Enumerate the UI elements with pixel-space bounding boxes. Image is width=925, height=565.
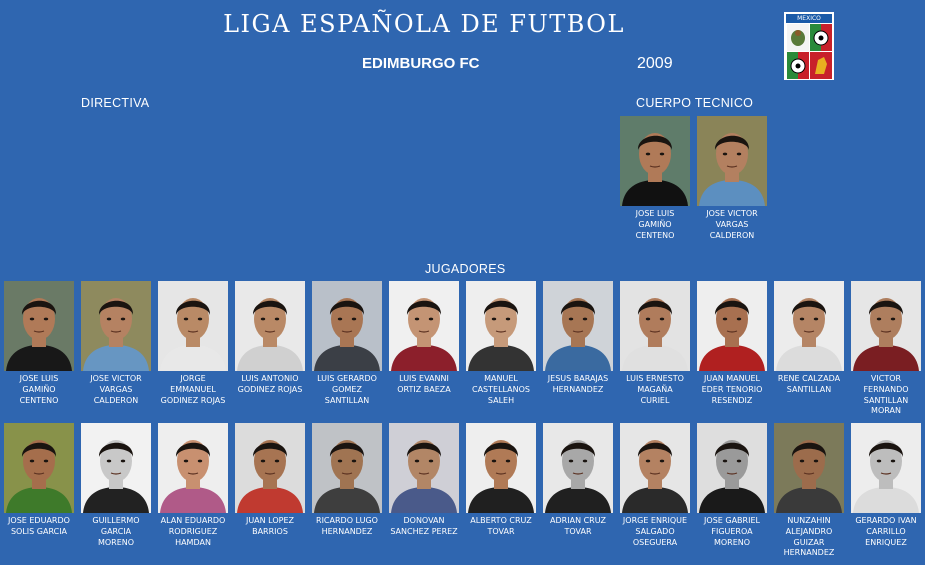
person-name xyxy=(229,516,311,538)
person-name xyxy=(152,516,234,548)
person-name-line: JUAN MANUEL xyxy=(704,374,760,383)
league-title: LIGA ESPAÑOLA DE FUTBOL xyxy=(223,10,625,38)
person-name-line: RODRIGUEZ xyxy=(168,526,218,536)
person-name-line: RICARDO LUGO xyxy=(316,516,378,525)
person-name-line: HERNANDEZ xyxy=(552,384,604,394)
person-name-line: SALEH xyxy=(487,395,515,405)
person-name xyxy=(845,516,925,548)
person-photo xyxy=(81,423,151,513)
person-name-line: SANTILLAN xyxy=(324,395,370,405)
person-name-line: RENE CALZADA xyxy=(777,374,841,383)
person-name-line: JUAN LOPEZ xyxy=(245,516,295,525)
person-name xyxy=(768,516,850,559)
person-name-line: GARCIA xyxy=(100,526,132,536)
person-name-line: CALDERON xyxy=(93,395,139,405)
crest-eagle-quadrant xyxy=(787,24,809,51)
person-photo xyxy=(774,281,844,371)
person-name-line: GODINEZ ROJAS xyxy=(160,395,226,405)
person-photo xyxy=(312,281,382,371)
season-year: 2009 xyxy=(637,55,673,72)
person-name-line: ALEJANDRO xyxy=(785,526,833,536)
person-name xyxy=(614,374,696,406)
person-name-line: BARRIOS xyxy=(252,526,288,536)
person-name-line: SALGADO xyxy=(635,526,675,536)
person-name-line: CASTELLANOS xyxy=(471,384,530,394)
person-name-line: MORENO xyxy=(713,537,751,547)
person-photo xyxy=(235,423,305,513)
person-name-line: SOLIS GARCIA xyxy=(10,526,68,536)
crest-ball-quadrant-2 xyxy=(787,52,809,79)
person-photo xyxy=(158,281,228,371)
person-name xyxy=(306,516,388,538)
person-name-line: LUIS ANTONIO xyxy=(241,374,299,383)
person-name-line: ALBERTO CRUZ xyxy=(470,516,532,525)
person-photo xyxy=(697,281,767,371)
person-photo xyxy=(543,423,613,513)
person-name-line: CURIEL xyxy=(640,395,670,405)
person-photo xyxy=(697,116,767,206)
person-name-line: SANTILLAN xyxy=(863,395,909,405)
person-name-line: GUIZAR xyxy=(793,537,825,547)
person-name xyxy=(537,516,619,538)
person-name-line: MORAN xyxy=(871,406,901,416)
person-name-line: TOVAR xyxy=(564,526,592,536)
person-name-line: LUIS ERNESTO xyxy=(626,374,684,383)
person-name-line: HERNANDEZ xyxy=(783,548,835,558)
person-name xyxy=(229,374,311,396)
person-photo xyxy=(312,423,382,513)
person-name-line: MORENO xyxy=(97,537,135,547)
person-name-line: VARGAS xyxy=(715,219,749,229)
person-photo xyxy=(697,423,767,513)
person-photo xyxy=(620,423,690,513)
person-name-line: FIGUEROA xyxy=(711,526,753,536)
person-name-line: NUNZAHIN xyxy=(787,516,831,525)
person-name-line: CARRILLO xyxy=(866,526,906,536)
person-name xyxy=(306,374,388,406)
person-photo xyxy=(235,281,305,371)
person-name xyxy=(460,516,542,538)
section-directiva: DIRECTIVA xyxy=(81,96,150,110)
person-name-line: ADRIAN CRUZ xyxy=(550,516,606,525)
person-name-line: EDER TENORIO xyxy=(701,384,763,394)
person-name-line: EMMANUEL xyxy=(170,384,216,394)
person-name-line: ORTIZ BAEZA xyxy=(397,384,451,394)
person-name xyxy=(0,516,80,538)
person-name-line: JOSE VICTOR xyxy=(706,209,758,218)
person-photo xyxy=(81,281,151,371)
person-name-line: RESENDIZ xyxy=(711,395,753,405)
person-name xyxy=(691,209,773,241)
person-photo xyxy=(466,281,536,371)
person-name xyxy=(0,374,80,406)
person-name xyxy=(383,374,465,396)
person-name xyxy=(537,374,619,396)
person-photo xyxy=(620,281,690,371)
person-name-line: OSEGUERA xyxy=(632,537,678,547)
person-name xyxy=(152,374,234,406)
crest-banner: MEXICO xyxy=(786,14,832,23)
person-name-line: MANUEL xyxy=(484,374,518,383)
person-name-line: CALDERON xyxy=(709,230,755,240)
section-cuerpo-tecnico: CUERPO TECNICO xyxy=(636,96,754,110)
person-name-line: VICTOR xyxy=(870,374,902,383)
person-name-line: FERNANDO xyxy=(863,384,909,394)
person-name xyxy=(691,374,773,406)
club-name: EDIMBURGO FC xyxy=(362,55,480,72)
person-name-line: VARGAS xyxy=(99,384,133,394)
person-photo xyxy=(4,281,74,371)
person-name-line: JOSE VICTOR xyxy=(90,374,142,383)
person-name xyxy=(75,516,157,548)
person-name-line: LUIS EVANNI xyxy=(399,374,449,383)
person-photo xyxy=(158,423,228,513)
person-name xyxy=(768,374,850,396)
person-name xyxy=(614,516,696,548)
section-jugadores: JUGADORES xyxy=(425,262,506,276)
person-name-line: JORGE ENRIQUE xyxy=(622,516,688,525)
person-name-line: JOSE LUIS xyxy=(635,209,675,218)
crest-lion-quadrant xyxy=(810,52,832,79)
person-photo xyxy=(851,281,921,371)
person-name-line: LUIS GERARDO xyxy=(317,374,377,383)
person-name xyxy=(845,374,925,417)
person-name-line: DONOVAN xyxy=(403,516,445,525)
person-photo xyxy=(851,423,921,513)
person-name-line: ALAN EDUARDO xyxy=(160,516,226,525)
person-name-line: TOVAR xyxy=(487,526,515,536)
club-crest-logo xyxy=(784,12,834,80)
person-name xyxy=(691,516,773,548)
person-photo xyxy=(466,423,536,513)
person-name-line: GUILLERMO xyxy=(92,516,140,525)
person-name-line: CENTENO xyxy=(635,230,675,240)
person-photo xyxy=(543,281,613,371)
person-photo xyxy=(389,281,459,371)
crest-ball-quadrant xyxy=(810,24,832,51)
person-name-line: JESUS BARAJAS xyxy=(547,374,609,383)
person-name xyxy=(383,516,465,538)
person-name-line: HERNANDEZ xyxy=(321,526,373,536)
person-name-line: GAMIÑO xyxy=(638,219,672,229)
person-photo xyxy=(4,423,74,513)
person-name-line: JOSE GABRIEL xyxy=(704,516,760,525)
person-name-line: GERARDO IVAN xyxy=(855,516,917,525)
person-name xyxy=(614,209,696,241)
person-name-line: HAMDAN xyxy=(175,537,211,547)
person-name-line: GOMEZ xyxy=(332,384,362,394)
person-name-line: JORGE xyxy=(180,374,206,383)
person-name-line: JOSE LUIS xyxy=(19,374,59,383)
person-name-line: CENTENO xyxy=(19,395,59,405)
person-name-line: GODINEZ ROJAS xyxy=(237,384,303,394)
person-name-line: SANTILLAN xyxy=(786,384,832,394)
person-photo xyxy=(389,423,459,513)
person-photo xyxy=(620,116,690,206)
person-name-line: JOSE EDUARDO xyxy=(8,516,70,525)
person-name xyxy=(75,374,157,406)
person-photo xyxy=(774,423,844,513)
person-name xyxy=(460,374,542,406)
person-name-line: GAMIÑO xyxy=(22,384,56,394)
person-name-line: MAGAÑA xyxy=(637,384,673,394)
person-name-line: ENRIQUEZ xyxy=(865,537,907,547)
person-name-line: SANCHEZ PEREZ xyxy=(390,526,458,536)
